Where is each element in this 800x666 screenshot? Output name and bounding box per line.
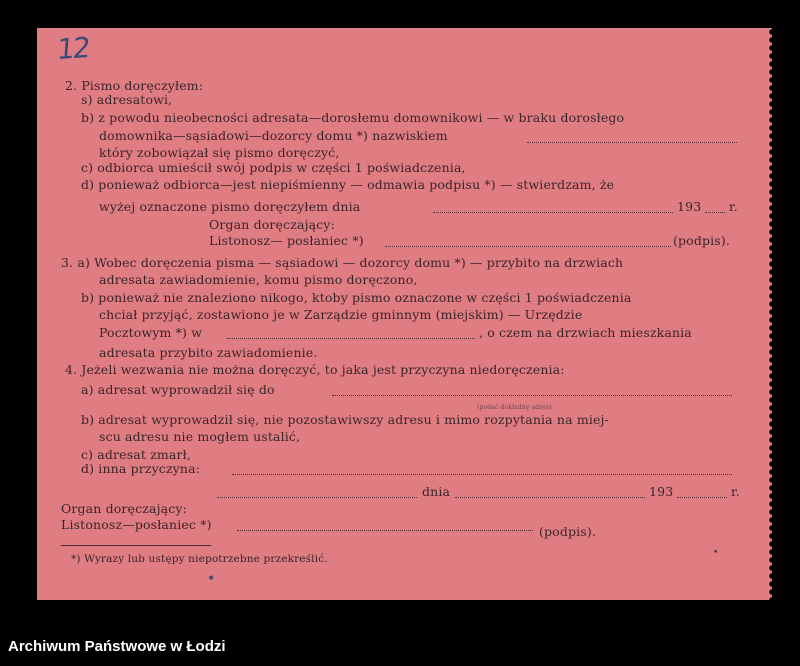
year-suffix-1: r. — [729, 199, 738, 214]
postman-label-1: Listonosz— posłaniec *) — [209, 233, 364, 248]
option-4c: c) adresat zmarł, — [81, 447, 191, 462]
option-2d-line1: d) ponieważ odbiorca—jest niepiśmienny — odmawia podpisu *) — stwierdzam, że — [81, 177, 615, 192]
year-fill-line-2 — [677, 497, 727, 498]
section-3b-line3a: Pocztowym *) w — [99, 325, 203, 340]
section-2-title: 2. Pismo doręczyłem: — [65, 78, 204, 93]
signature-label-2: (podpis). — [539, 524, 597, 539]
perforated-edge — [766, 28, 772, 600]
section-3a-line2: adresata zawiadomienie, komu pismo doręczono, — [99, 272, 418, 287]
option-4a: a) adresat wyprowadził się do — [81, 382, 275, 397]
place-fill-line-2 — [217, 497, 417, 498]
option-2b-line1: b) z powodu nieobecności adresata—dorosłemu domownikowi — w braku dorosłego — [81, 110, 625, 125]
option-2b-line2: domownika—sąsiadowi—dozorcy domu *) nazwiskiem — [99, 128, 448, 143]
signature-fill-line-1 — [385, 246, 671, 247]
address-fill-line — [332, 395, 732, 396]
corner-dot: • — [713, 548, 719, 558]
date-fill-line-1 — [433, 212, 673, 213]
organ-label-2: Organ doręczający: — [61, 501, 187, 516]
date-label-2: dnia — [422, 484, 451, 499]
footnote: *) Wyrazy lub ustępy niepotrzebne przekreślić. — [71, 553, 328, 565]
section-3b-line1: b) ponieważ nie znaleziono nikogo, ktoby pismo oznaczone w części 1 poświadczenia — [81, 290, 632, 305]
option-2c: c) odbiorca umieścił swój podpis w części 1 poświadczenia, — [81, 160, 466, 175]
option-2d-line2: wyżej oznaczone pismo doręczyłem dnia — [99, 199, 361, 214]
postman-label-2: Listonosz—posłaniec *) — [61, 517, 212, 532]
option-2b-line3: który zobowiązał się pismo doręczyć, — [99, 145, 340, 160]
year-suffix-2: r. — [731, 484, 740, 499]
address-hint: (podać dokładny adres) — [477, 404, 552, 411]
signature-fill-line-2 — [237, 530, 533, 531]
footnote-rule — [61, 545, 211, 546]
section-3b-line2: chciał przyjąć, zostawiono je w Zarządzie gminnym (miejskim) — Urzędzie — [99, 307, 583, 322]
archive-label: Archiwum Państwowe w Łodzi — [8, 638, 226, 655]
section-3b-line3b: , o czem na drzwiach mieszkania — [479, 325, 692, 340]
year-prefix-1: 193 — [677, 199, 702, 214]
option-4b-line2: scu adresu nie mogłem ustalić, — [99, 429, 301, 444]
section-3a-line1: 3. a) Wobec doręczenia pisma — sąsiadowi — dozorcy domu *) — przybito na drzwiach — [61, 255, 624, 270]
option-2a: s) adresatowi, — [81, 92, 173, 107]
option-4d: d) inna przyczyna: — [81, 461, 201, 476]
option-4b-line1: b) adresat wyprowadził się, nie pozostawiwszy adresu i mimo rozpytania na miej- — [81, 412, 609, 427]
reason-fill-line — [232, 474, 732, 475]
section-4-title: 4. Jeżeli wezwania nie można doręczyć, to jaka jest przyczyna niedoręczenia: — [65, 362, 565, 377]
ink-mark: • — [207, 571, 216, 587]
year-prefix-2: 193 — [649, 484, 674, 499]
document-sheet — [37, 28, 772, 600]
date-fill-line-2 — [455, 497, 645, 498]
archive-footer — [0, 628, 800, 666]
name-fill-line — [527, 142, 737, 143]
year-fill-line-1 — [705, 212, 725, 213]
place-fill-line — [227, 338, 475, 339]
signature-label-1: (podpis). — [673, 233, 731, 248]
section-3b-line4: adresata przybito zawiadomienie. — [99, 345, 318, 360]
handwritten-number: 12 — [55, 30, 90, 67]
organ-label-1: Organ doręczający: — [209, 217, 335, 232]
